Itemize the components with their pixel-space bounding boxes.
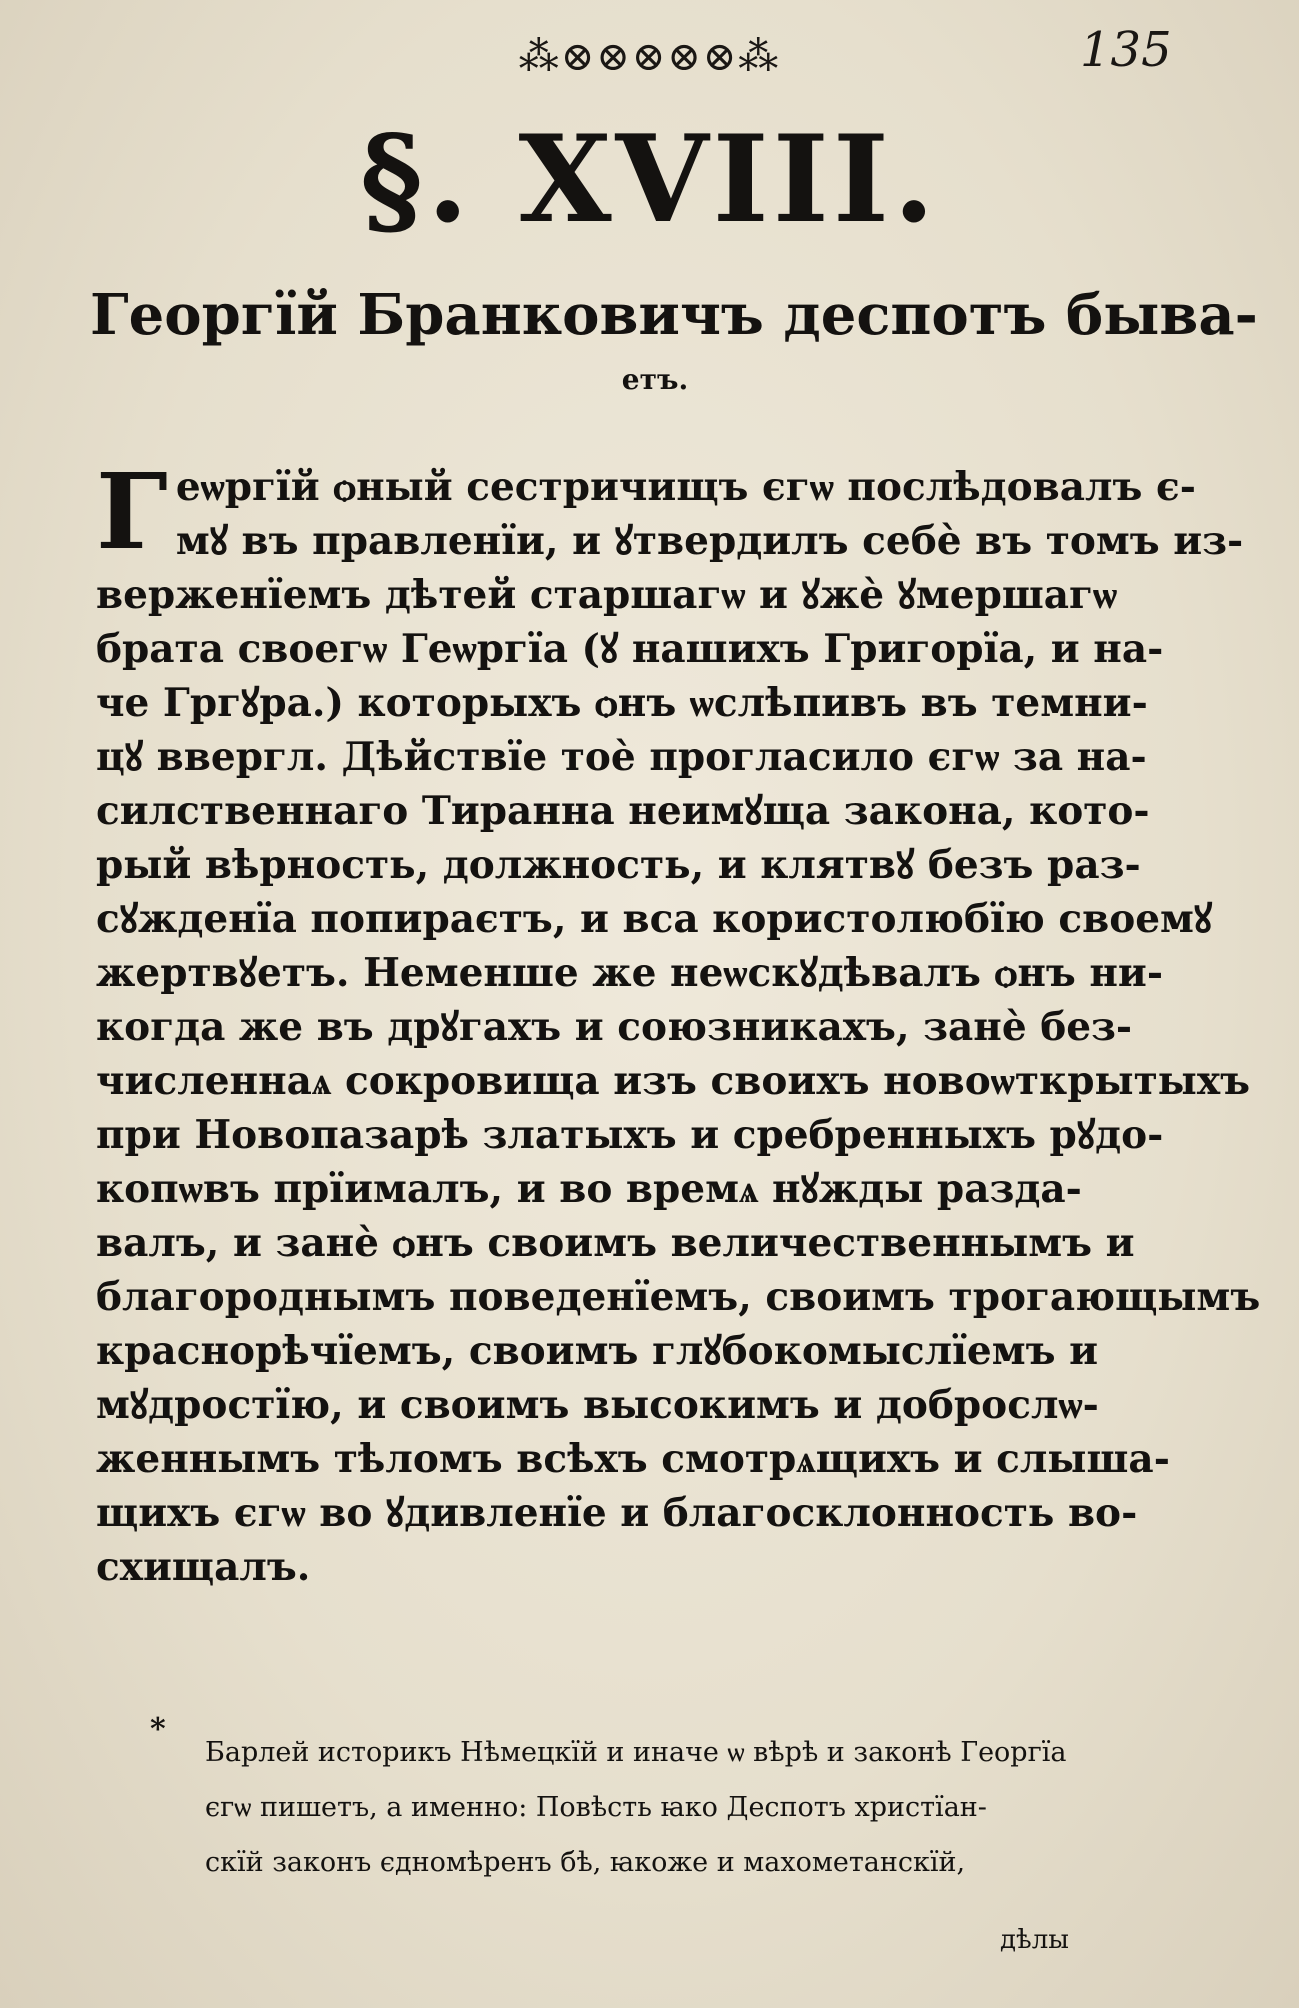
body-line: верженїемъ дѣтей старшагѡ и ꙋжѐ ꙋмершагѡ bbox=[96, 572, 1118, 618]
section-heading: §. XVIII. bbox=[360, 109, 939, 250]
header-ornament: ⁂⊗⊗⊗⊗⊗⁂ bbox=[518, 34, 781, 80]
footnote-line: єгѡ пишетъ, а именно: Повѣсть ꙗко Деспотъ христїан- bbox=[205, 1792, 987, 1823]
body-line: при Новопазарѣ златыхъ и сребренныхъ рꙋдо- bbox=[96, 1112, 1164, 1158]
body-line: мꙋ въ правленїи, и ꙋтвердилъ себѐ въ томъ из- bbox=[175, 518, 1244, 564]
body-line: еѡргїй ѻный сестричищъ єгѡ послѣдовалъ є- bbox=[175, 464, 1196, 510]
drop-cap: Г bbox=[96, 450, 168, 573]
body-line: че Гргꙋра.) которыхъ ѻнъ ѡслѣпивъ въ темни- bbox=[96, 680, 1148, 726]
page-number: 135 bbox=[1080, 22, 1172, 78]
chapter-title bbox=[90, 275, 1258, 401]
footnote-line: Барлей историкъ Нѣмецкїй и иначе ѡ вѣрѣ и законѣ Георгїа bbox=[205, 1737, 1067, 1768]
body-line: силственнаго Тиранна неимꙋща закона, кото- bbox=[96, 788, 1150, 834]
body-line: женнымъ тѣломъ всѣхъ смотрѧщихъ и слыша- bbox=[96, 1436, 1170, 1482]
body-line: брата своегѡ Геѡргїа (ꙋ нашихъ Григорїа, и на- bbox=[96, 626, 1164, 672]
body-line: когда же въ дрꙋгахъ и союзникахъ, занѐ без- bbox=[96, 1004, 1133, 1050]
body-line: копѡвъ прїималъ, и во времѧ нꙋжды разда- bbox=[96, 1166, 1082, 1212]
body-line: цꙋ ввергл. Дѣйствїе тоѐ прогласило єгѡ за на- bbox=[96, 734, 1147, 780]
catchword: дѣлы bbox=[1000, 1925, 1069, 1955]
chapter-title-line-1: Георгїй Бранковичъ деспотъ быва- bbox=[90, 282, 1258, 348]
body-line: численнаѧ сокровища изъ своихъ новоѡткрытыхъ bbox=[96, 1058, 1251, 1104]
body-line: схищалъ. bbox=[96, 1544, 311, 1590]
chapter-title-line-2: етъ. bbox=[621, 363, 689, 397]
body-line: жертвꙋетъ. Неменше же неѡскꙋдѣвалъ ѻнъ ни- bbox=[96, 950, 1164, 996]
body-line: валъ, и занѐ ѻнъ своимъ величественнымъ и bbox=[96, 1220, 1135, 1266]
footnote bbox=[150, 1725, 1140, 1890]
footnote-marker: * bbox=[150, 1712, 166, 1747]
body-line: мꙋдростїю, и своимъ высокимъ и доброслѡ- bbox=[96, 1382, 1099, 1428]
body-line: рый вѣрность, должность, и клятвꙋ безъ раз- bbox=[96, 842, 1141, 888]
body-line: сꙋжденїа попираєтъ, и вса користолюбїю своемꙋ bbox=[96, 896, 1213, 942]
body-line: щихъ єгѡ во ꙋдивленїе и благосклонность во- bbox=[96, 1490, 1138, 1536]
body-line: благороднымъ поведенїемъ, своимъ трогающымъ bbox=[96, 1274, 1261, 1320]
body-paragraph bbox=[96, 450, 1261, 1594]
body-line: краснорѣчїемъ, своимъ глꙋбокомыслїемъ и bbox=[96, 1328, 1099, 1374]
footnote-line: скїй законъ єдномѣренъ бѣ, ꙗкоже и махометанскїй, bbox=[205, 1847, 966, 1878]
